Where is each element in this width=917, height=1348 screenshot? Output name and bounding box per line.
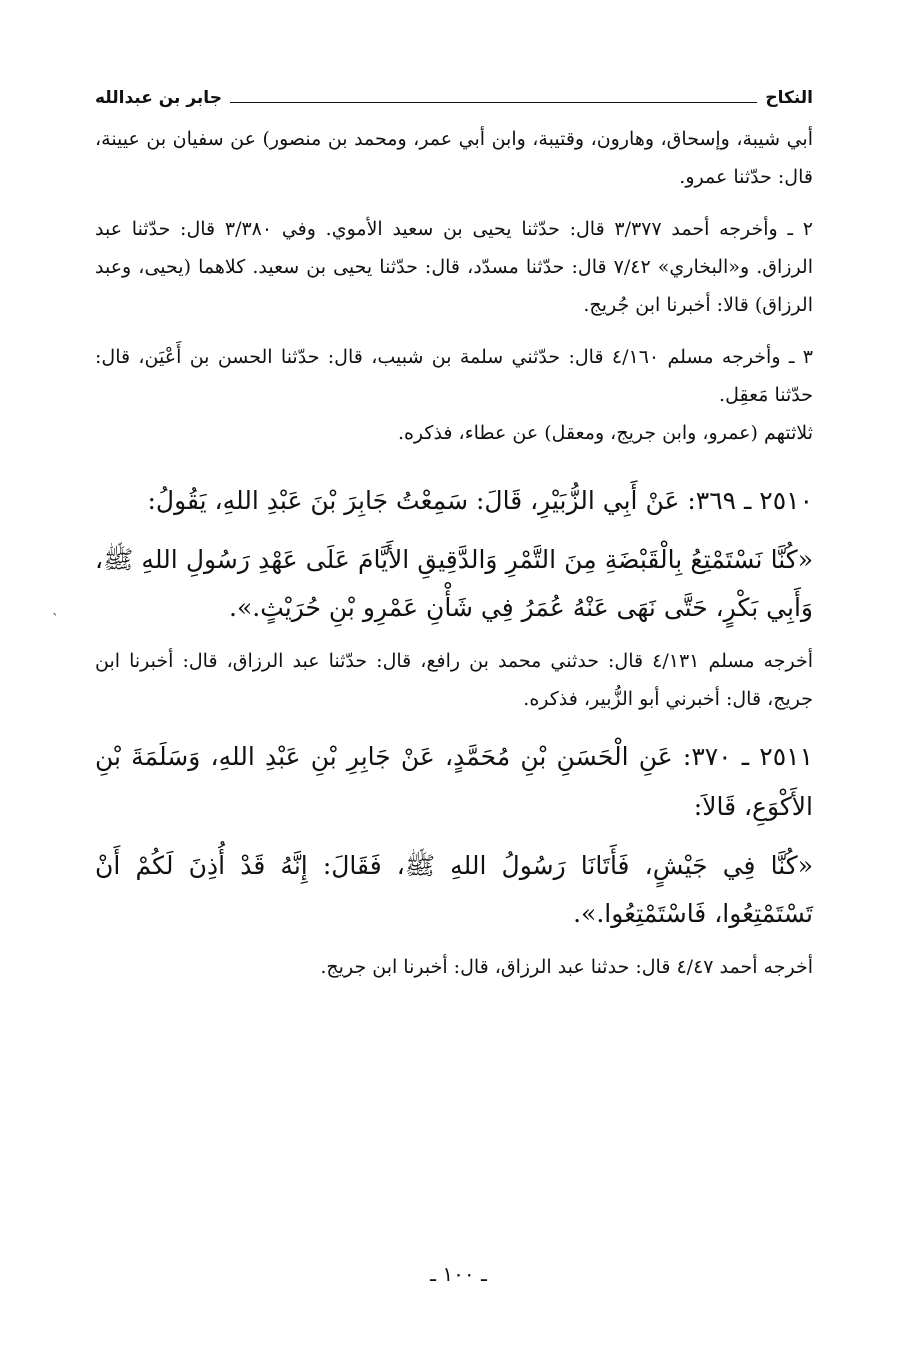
takhrij-note	[95, 642, 813, 718]
running-header	[95, 80, 813, 116]
note-paragraph: ٣ ـ وأخرجه مسلم ٤/١٦٠ قال: حدّثني سلمة بن شبيب، قال: حدّثنا الحسن بن أَعْيَن، قال: حدّثنا مَعقِل.	[95, 346, 813, 406]
note-paragraph: أبي شيبة، وإسحاق، وهارون، وقتيبة، وابن أبي عمر، ومحمد بن منصور) عن سفيان بن عيينة، قال: حدّثنا عمرو.	[95, 128, 813, 188]
page-number: ـ ١٠٠ ـ	[430, 1262, 487, 1286]
narrator-title: جابر بن عبدالله	[95, 88, 222, 108]
hadith-text: «كُنَّا فِي جَيْشٍ، فَأَتَانَا رَسُولُ اللهِ ﷺ، فَقَالَ: إِنَّهُ قَدْ أُذِنَ لَكُمْ أَنْ تَسْتَمْتِعُوا، فَاسْتَمْتِعُوا.».	[95, 851, 813, 928]
chapter-title: النكاح	[765, 88, 813, 108]
footnote-block	[95, 210, 813, 324]
footnote-block	[95, 338, 813, 452]
hadith-heading: ٢٥١١ ـ ٣٧٠: عَنِ الْحَسَنِ بْنِ مُحَمَّدٍ، عَنْ جَابِرِ بْنِ عَبْدِ اللهِ، وَسَلَمَةَ بْنِ الأَكْوَعِ، قَالاَ:	[95, 742, 814, 821]
note-paragraph: ٢ ـ وأخرجه أحمد ٣/٣٧٧ قال: حدّثنا يحيى بن سعيد الأموي. وفي ٣/٣٨٠ قال: حدّثنا عبد الرزاق. و«البخاري» ٧/٤٢ قال: حدّثنا مسدّد، قال: حدّثنا يحيى بن سعيد. كلاهما (يحيى، وعبد الرزاق) قالا: أخبرنا ابن جُريج.	[95, 218, 813, 316]
header-rule	[230, 102, 757, 103]
note-paragraph: أخرجه أحمد ٤/٤٧ قال: حدثنا عبد الرزاق، قال: أخبرنا ابن جريج.	[320, 956, 813, 978]
page-body	[95, 80, 813, 1000]
margin-mark: `	[52, 612, 59, 628]
hadith-entry	[95, 732, 813, 986]
note-paragraph: ثلاثتهم (عمرو، وابن جريج، ومعقل) عن عطاء، فذكره.	[397, 422, 813, 444]
note-paragraph: أخرجه مسلم ٤/١٣١ قال: حدثني محمد بن رافع، قال: حدّثنا عبد الرزاق، قال: أخبرنا ابن جريج، قال: أخبرني أبو الزُّبير، فذكره.	[95, 650, 813, 710]
footnote-continuation	[95, 120, 813, 196]
hadith-entry	[95, 476, 813, 718]
takhrij-note	[95, 948, 813, 986]
hadith-text: «كُنَّا نَسْتَمْتِعُ بِالْقَبْضَةِ مِنَ التَّمْرِ وَالدَّقِيقِ الأَيَّامَ عَلَى عَهْدِ رَسُولِ اللهِ ﷺ، وَأَبِي بَكْرٍ، حَتَّى نَهَى عَنْهُ عُمَرُ فِي شَأْنِ عَمْرِو بْنِ حُرَيْثٍ.».	[95, 545, 813, 622]
hadith-heading: ٢٥١٠ ـ ٣٦٩: عَنْ أَبِي الزُّبَيْرِ، قَالَ: سَمِعْتُ جَابِرَ بْنَ عَبْدِ اللهِ، يَقُولُ:	[147, 486, 813, 515]
